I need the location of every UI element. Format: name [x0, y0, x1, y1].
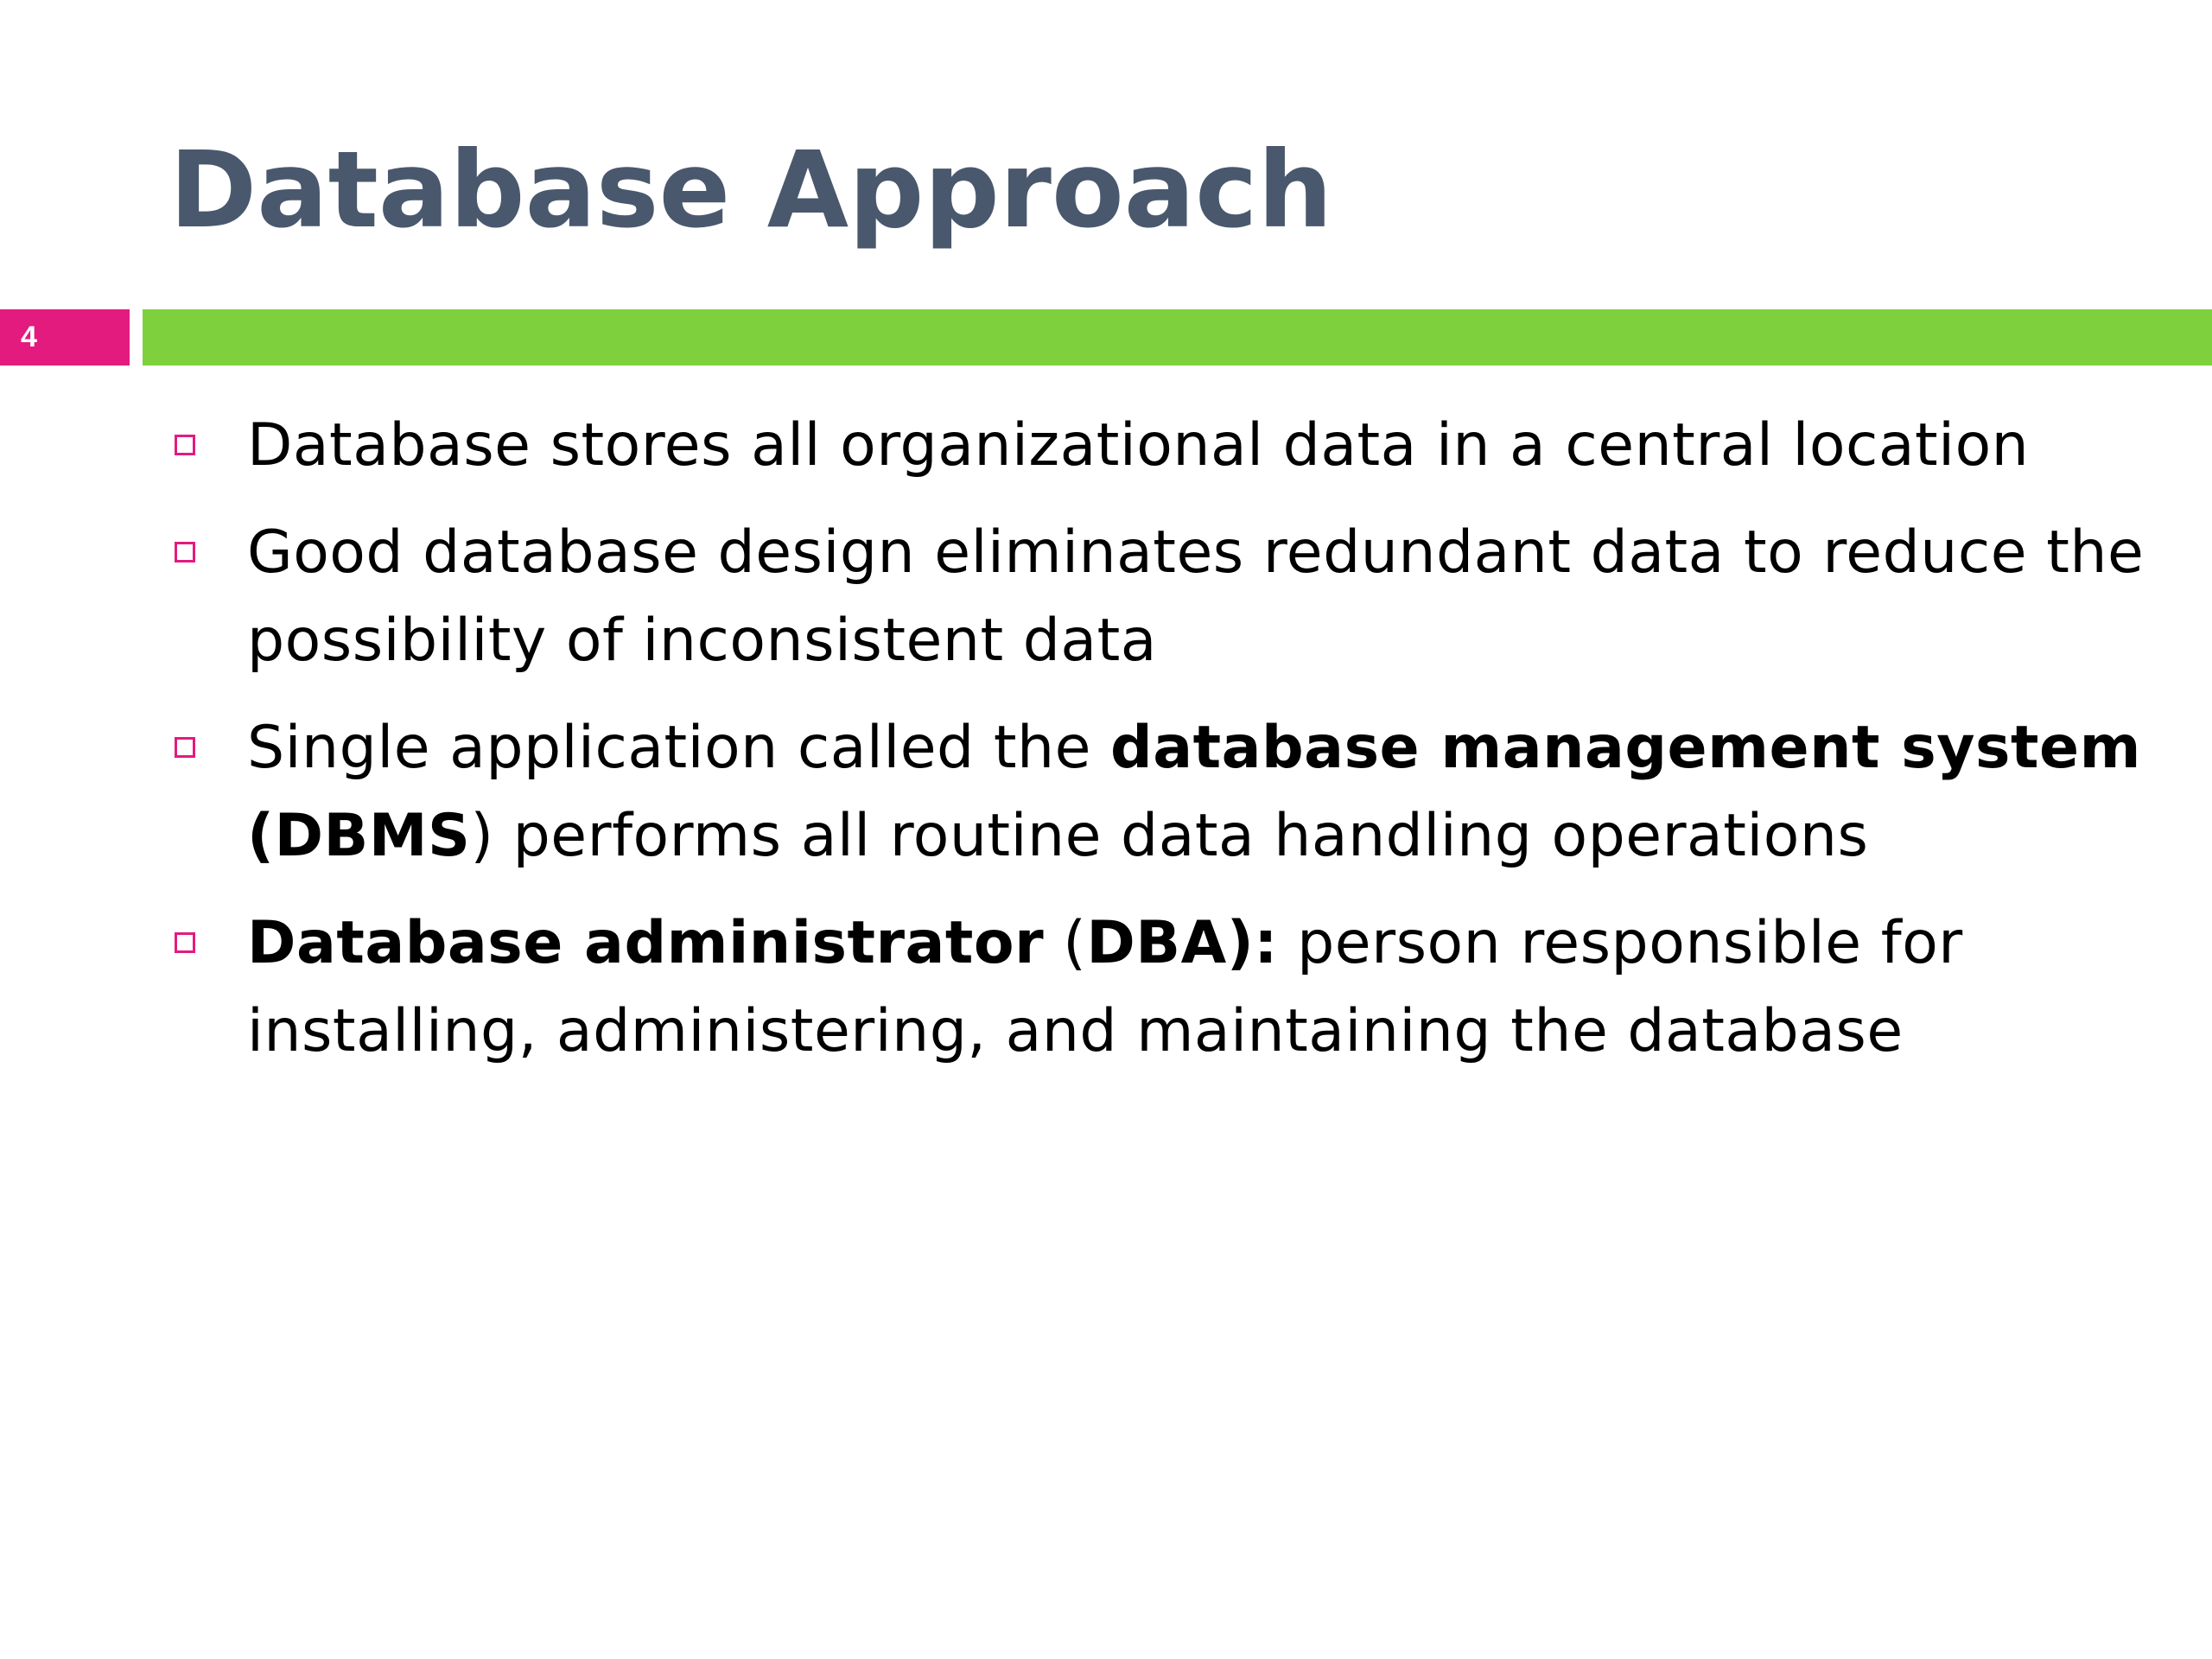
hollow-square-icon [175, 932, 195, 953]
slide-number-bar [0, 309, 130, 365]
bold-text-run: DBA): [1086, 909, 1279, 977]
bullet-list [171, 402, 2158, 1095]
bold-text-run: database management system (DBMS [247, 714, 2141, 870]
text-run: person responsible for installing, administering, and maintaining the database [247, 909, 1963, 1065]
bullet-item [171, 509, 2158, 685]
bullet-item [171, 704, 2158, 880]
hollow-square-icon [175, 737, 195, 758]
slide-number: 4 [21, 321, 37, 353]
bold-text-run: Database administrator [247, 909, 1045, 977]
bullet-text [247, 909, 1963, 1065]
slide-title: Database Approach [169, 129, 1333, 251]
hollow-square-icon [175, 435, 195, 455]
text-run: Good database design eliminates redundant data to reduce the possibility of inconsistent data [247, 518, 2145, 675]
bullet-text [247, 714, 2141, 870]
text-run: ) performs all routine data handling operations [470, 802, 1869, 870]
text-run: Single application called the [247, 714, 1111, 782]
bullet-text [247, 518, 2144, 675]
hollow-square-icon [175, 542, 195, 563]
bullet-item [171, 899, 2158, 1076]
bullet-text [247, 411, 2029, 480]
bullet-item [171, 402, 2158, 490]
title-accent-bar [143, 309, 2212, 365]
text-run: ( [1044, 909, 1087, 977]
text-run: Database stores all organizational data in a central location [247, 411, 2030, 480]
